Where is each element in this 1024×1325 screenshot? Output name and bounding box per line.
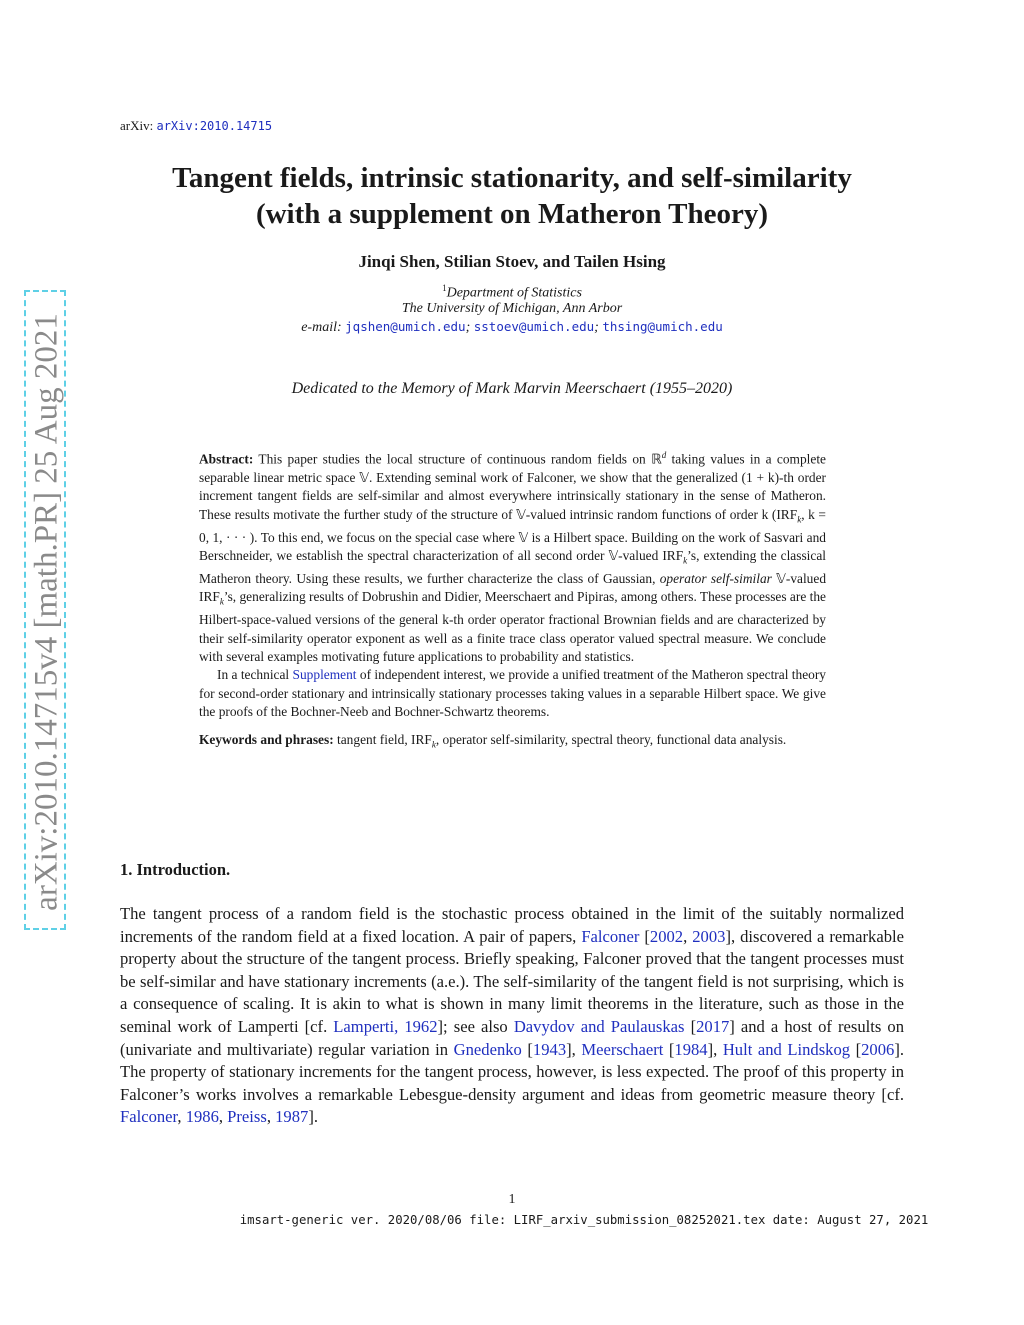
arxiv-stamp — [24, 290, 66, 930]
abstract-sub-k: k — [797, 514, 802, 525]
abstract-italic: operator self-similar — [659, 570, 772, 586]
citation-link[interactable]: Falconer — [120, 1107, 178, 1127]
intro-text: [ — [639, 926, 650, 946]
citation-link[interactable]: 1943 — [532, 1039, 567, 1059]
intro-text: ], discovered a remarkable property about the structure of the tangent process. Briefly speaking, Falconer proved that the tangent processes must be self-similar and have stationary increments (a.e.). The self-similarity of the tangent field is not surprising, which is a consequence of scaling. It is akin to what is shown in many limit theorems in the literature, such as those in the seminal work of Lamperti [cf. — [120, 926, 904, 1036]
citation-link[interactable]: 2017 — [696, 1016, 730, 1036]
arxiv-id-link[interactable]: arXiv:2010.14715 — [156, 119, 273, 133]
email-link-1[interactable]: jqshen@umich.edu — [345, 319, 466, 334]
emails: e-mail: jqshen@umich.edu; sstoev@umich.edu; thsing@umich.edu — [301, 319, 723, 335]
affiliation-sup: 1 — [442, 283, 447, 293]
citation-link[interactable]: Meerschaert — [581, 1039, 664, 1059]
abstract-paragraph-1 — [199, 446, 826, 666]
citation-link[interactable]: Davydov and Paulauskas — [513, 1016, 685, 1036]
intro-text: [ — [663, 1039, 675, 1059]
citation-link[interactable]: 1987 — [275, 1107, 309, 1127]
intro-text: ]. — [308, 1107, 318, 1127]
citation-link[interactable]: 2002 — [649, 926, 684, 946]
citation-link[interactable]: Hult and Lindskog — [722, 1039, 851, 1059]
paper-title-line2: (with a supplement on Matheron Theory) — [255, 198, 769, 230]
keywords-label: Keywords and phrases: — [199, 732, 334, 748]
intro-text: , — [683, 926, 693, 946]
dedication: Dedicated to the Memory of Mark Marvin Meerschaert (1955–2020) — [291, 380, 733, 397]
department — [0, 283, 1024, 302]
authors: Jinqi Shen, Stilian Stoev, and Tailen Hsing — [358, 252, 666, 271]
supplement-link[interactable]: Supplement — [292, 667, 357, 683]
intro-text: ] and a host of results on (univariate and multivariate) regular variation in — [120, 1016, 904, 1059]
abstract-sub-k: k — [683, 555, 688, 566]
citation-link[interactable]: 1986 — [185, 1107, 219, 1127]
citation-link[interactable]: 2003 — [692, 926, 726, 946]
abstract — [199, 446, 826, 754]
intro-text: , — [218, 1107, 228, 1127]
abstract-text: In a technical — [217, 667, 293, 683]
abstract-text: ’s, generalizing results of Dobrushin and Didier, Meerschaert and Pipiras, among others. These processes are the Hilbert-space-valued versions of the general k-th order operator fractional Brownian fields and are characterized by their self-similarity operator exponent as well as a finite trace class operator valued spectral measure. We conclude with several examples motivating future applications to probability and statistics. — [199, 589, 826, 664]
keywords-text: , operator self-similarity, spectral theory, functional data analysis. — [435, 732, 787, 748]
keywords-sub-k: k — [431, 739, 436, 750]
email-link-2[interactable]: sstoev@umich.edu — [473, 319, 595, 334]
page-number: 1 — [508, 1192, 516, 1207]
abstract-text: , k = 0, 1, · · · ). To this end, we focus on the special case where 𝕍 is a Hilbert space. Building on the work of Sasvari and Berschneider, we establish the spectral characterization of all second order 𝕍-valued IRF — [199, 506, 826, 563]
citation-link[interactable]: 1984 — [674, 1039, 708, 1059]
department-text: Department of Statistics — [446, 285, 582, 301]
abstract-label: Abstract: — [199, 451, 254, 467]
intro-text: [ — [850, 1039, 862, 1059]
abstract-sup-d: d — [661, 450, 667, 460]
footer-text: imsart-generic ver. 2020/08/06 file: LIRF_arxiv_submission_08252021.tex date: August 27, 2021 — [239, 1213, 929, 1227]
citation-link[interactable]: Lamperti, 1962 — [333, 1016, 438, 1036]
intro-text: ], — [566, 1039, 582, 1059]
abstract-text: This paper studies the local structure of continuous random fields on ℝ — [258, 451, 662, 467]
intro-text: [ — [684, 1016, 697, 1036]
introduction-body — [120, 903, 904, 1129]
intro-text: , — [266, 1107, 276, 1127]
citation-link[interactable]: Preiss — [227, 1107, 267, 1127]
intro-text: ]. The property of stationary increments for the tangent process, however, is less expected. The proof of this property in Falconer’s works involves a remarkable Lebesgue-density argument and ideas from geometric measure theory [cf. — [120, 1039, 904, 1104]
footer — [0, 1213, 1024, 1227]
citation-link[interactable]: Falconer — [581, 926, 640, 946]
arxiv-prefix: arXiv: — [120, 118, 154, 133]
citation-link[interactable]: Gnedenko — [453, 1039, 522, 1059]
arxiv-header — [120, 118, 272, 134]
university: The University of Michigan, Ann Arbor — [401, 301, 623, 316]
intro-text: ], — [707, 1039, 723, 1059]
abstract-text: ’s, extending the classical Matheron theory. Using these results, we further characterize the class of Gaussian, — [199, 547, 826, 586]
intro-text: ]; see also — [437, 1016, 514, 1036]
abstract-sub-k: k — [219, 596, 224, 607]
introduction-paragraph — [120, 903, 904, 1129]
keywords — [199, 731, 826, 754]
email-label: e-mail: — [301, 320, 342, 335]
abstract-text: 𝕍-valued IRF — [199, 570, 827, 605]
paper-title-line1: Tangent fields, intrinsic stationarity, and self-similarity — [172, 162, 852, 194]
arxiv-stamp-text: arXiv:2010.14715v4 [math.PR] 25 Aug 2021 — [28, 313, 65, 911]
intro-text: The tangent process of a random field is the stochastic process obtained in the limit of the suitably normalized increments of the random field at a fixed location. A pair of papers, — [120, 904, 904, 946]
abstract-text: taking values in a complete separable linear metric space 𝕍. Extending seminal work of Falconer, we show that the generalized (1 + k)-th order increment tangent fields are self-similar and almost everywhere intrinsically stationary in the sense of Matheron. These results motivate the further study of the structure of 𝕍-valued intrinsic random functions of order k (IRF — [199, 451, 826, 522]
section-heading-introduction: 1. Introduction. — [120, 860, 231, 879]
abstract-paragraph-2 — [199, 666, 826, 721]
intro-text: [ — [521, 1039, 533, 1059]
abstract-text: of independent interest, we provide a unified treatment of the Matheron spectral theory for second-order stationary and intrinsically stationary processes taking values in a separable Hilbert space. We give the proofs of the Bochner-Neeb and Bochner-Schwartz theorems. — [199, 667, 827, 719]
citation-link[interactable]: 2006 — [861, 1039, 895, 1059]
keywords-text: tangent field, IRF — [333, 732, 432, 748]
intro-text: , — [177, 1107, 186, 1127]
email-link-3[interactable]: thsing@umich.edu — [602, 319, 723, 334]
